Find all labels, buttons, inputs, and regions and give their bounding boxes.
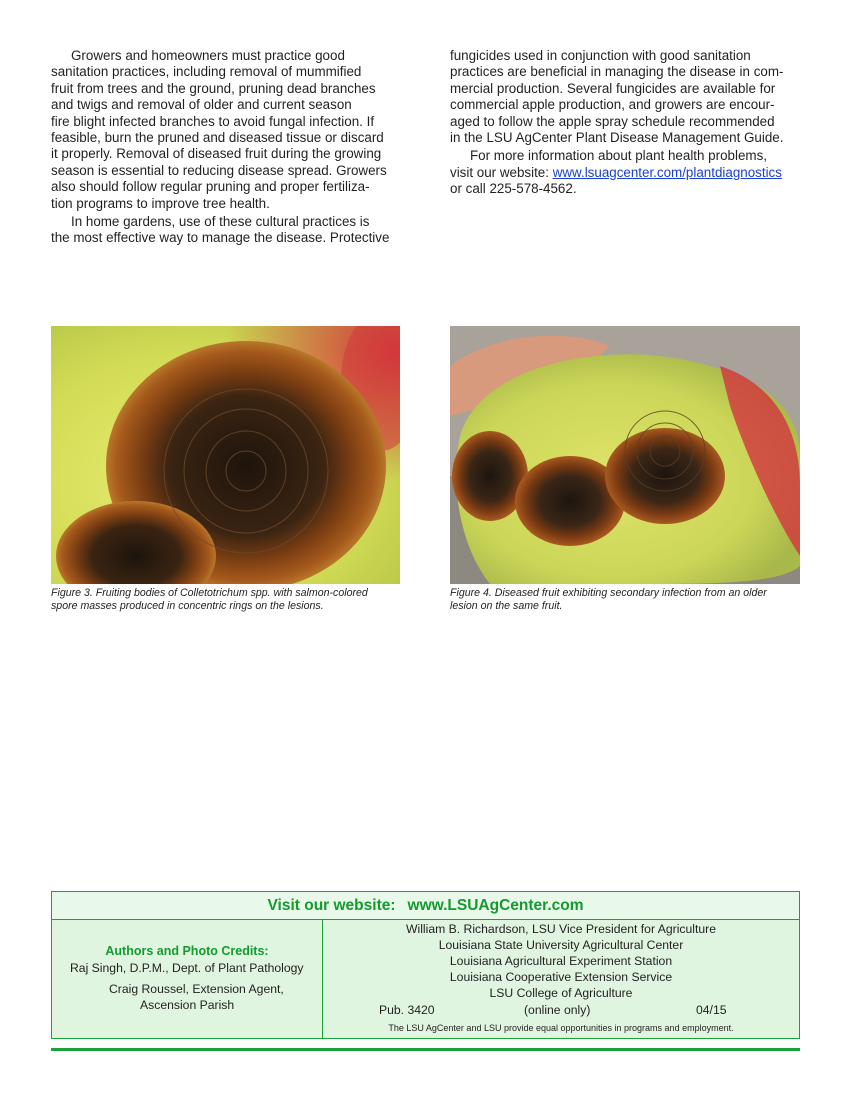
info-line: Louisiana State University Agricultural Center [438, 938, 684, 952]
caption-line: Figure 4. Diseased fruit exhibiting secondary infection from an older [450, 587, 767, 599]
text-line: practices are beneficial in managing the disease in com- [450, 64, 784, 80]
figure-3-photo [51, 326, 400, 584]
text-line: also should follow regular pruning and proper fertiliza- [51, 179, 370, 195]
visit-label: Visit our website: [267, 897, 396, 914]
publication-date: 04/15 [696, 1003, 727, 1017]
left-paragraph-1 [51, 48, 411, 212]
left-paragraph-2 [51, 214, 411, 247]
publication-format: (online only) [524, 1003, 591, 1017]
text-line: fire blight infected branches to avoid fungal infection. If [51, 113, 375, 129]
footer-box [51, 891, 800, 1039]
credits-panel [52, 919, 323, 1039]
info-line: LSU College of Agriculture [489, 986, 633, 1000]
equal-opportunity-statement: The LSU AgCenter and LSU provide equal opportunities in programs and employment. [388, 1023, 734, 1033]
text-line: mercial production. Several fungicides are available for [450, 80, 776, 96]
text-line: season is essential to reducing disease spread. Growers [51, 162, 387, 178]
agcenter-website-link[interactable]: www.LSUAgCenter.com [407, 897, 584, 914]
plant-diagnostics-link[interactable]: www.lsuagcenter.com/plantdiagnostics [552, 164, 782, 180]
info-line: Louisiana Agricultural Experiment Station [449, 954, 673, 968]
text-line: For more information about plant health problems, [470, 148, 767, 164]
right-paragraph-2 [450, 148, 810, 197]
credit-author: Raj Singh, D.P.M., Dept. of Plant Pathology [70, 961, 304, 975]
text-line: In home gardens, use of these cultural practices is [71, 214, 370, 230]
text-line: in the LSU AgCenter Plant Disease Management Guide. [450, 130, 784, 146]
text-line: fungicides used in conjunction with good sanitation [450, 48, 751, 63]
figure-4-caption [450, 587, 810, 614]
figure-3-caption [51, 587, 411, 614]
website-prefix: visit our website: [450, 164, 553, 180]
caption-line: Figure 3. Fruiting bodies of Colletotrichum spp. with salmon-colored [51, 587, 368, 599]
right-column [450, 48, 810, 198]
text-line: fruit from trees and the ground, pruning dead branches [51, 80, 376, 96]
publication-number: Pub. 3420 [379, 1003, 435, 1017]
left-column [51, 48, 411, 247]
text-line: feasible, burn the pruned and diseased tissue or discard [51, 130, 384, 146]
text-line: tion programs to improve tree health. [51, 195, 270, 211]
credit-agent: Craig Roussel, Extension Agent, [109, 982, 284, 996]
right-paragraph-1 [450, 48, 810, 146]
text-line: sanitation practices, including removal of mummified [51, 64, 362, 80]
info-line: Louisiana Cooperative Extension Service [449, 970, 673, 984]
text-line: commercial apple production, and growers are encour- [450, 97, 775, 113]
text-line: it properly. Removal of diseased fruit during the growing [51, 146, 382, 162]
bottom-rule [51, 1048, 800, 1051]
institution-panel [323, 919, 799, 1039]
text-line: or call 225-578-4562. [450, 181, 577, 197]
text-line: Growers and homeowners must practice good [71, 48, 345, 63]
text-line: the most effective way to manage the disease. Protective [51, 230, 390, 246]
figure-4-photo [450, 326, 800, 584]
text-line [450, 165, 810, 181]
caption-line: spore masses produced in concentric rings on the lesions. [51, 600, 324, 613]
credit-parish: Ascension Parish [140, 998, 235, 1012]
credits-title: Authors and Photo Credits: [105, 944, 269, 958]
info-line: William B. Richardson, LSU Vice President for Agriculture [405, 922, 716, 936]
caption-line: lesion on the same fruit. [450, 600, 563, 613]
text-line: aged to follow the apple spray schedule recommended [450, 113, 775, 129]
text-line: and twigs and removal of older and current season [51, 97, 352, 113]
website-banner [52, 892, 799, 920]
